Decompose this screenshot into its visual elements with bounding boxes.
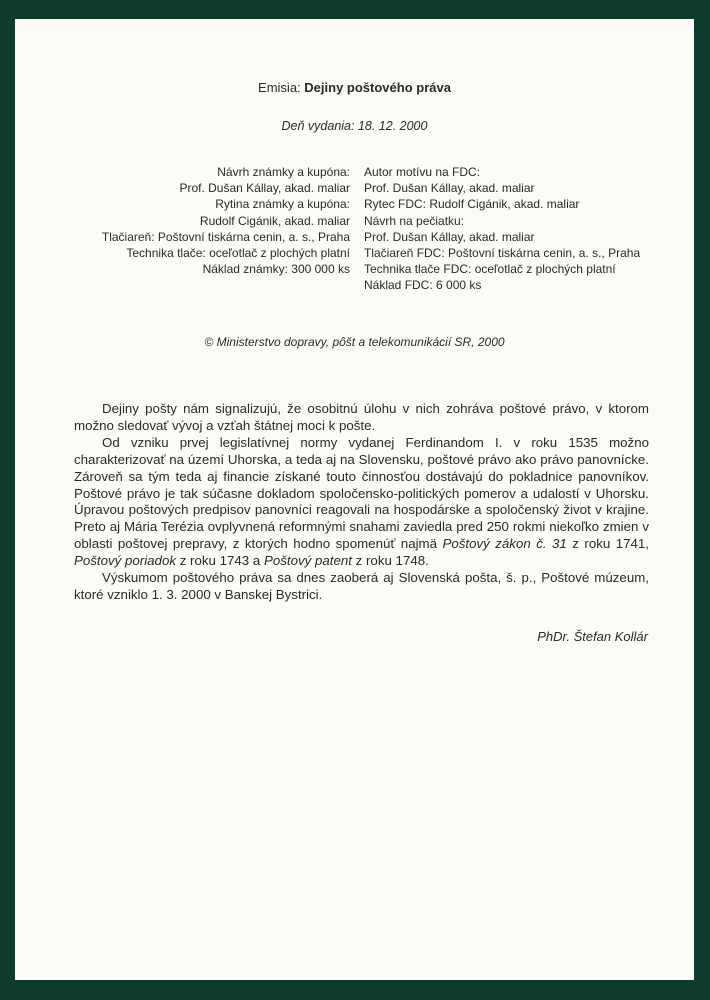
credit-line: Rudolf Cigánik, akad. maliar bbox=[199, 213, 350, 228]
emission-heading bbox=[15, 80, 694, 95]
italic-title: Poštový poriadok bbox=[74, 553, 176, 569]
credit-line: Náklad FDC: 6 000 ks bbox=[364, 278, 482, 293]
stamp-credits bbox=[102, 164, 350, 277]
credit-line: Návrh na pečiatku: bbox=[364, 213, 465, 228]
italic-title: Poštový patent bbox=[263, 553, 352, 569]
article-body bbox=[74, 401, 649, 604]
credit-line: Tlačiareň FDC: Poštovní tiskárna cenin, a. s., Praha bbox=[364, 246, 641, 261]
document-sheet bbox=[15, 19, 694, 980]
release-date: Deň vydania: 18. 12. 2000 bbox=[281, 119, 428, 133]
emission-label: Emisia: bbox=[258, 80, 301, 95]
fdc-credits bbox=[364, 164, 640, 294]
paragraph: Dejiny pošty nám signalizujú, že osobitnú úlohu v nich zohráva poštové právo, v ktorom možno sledovať vývoj a vzťah štátnej moci k pošte. bbox=[74, 401, 649, 433]
credit-line: Autor motívu na FDC: bbox=[364, 165, 481, 179]
paragraph bbox=[74, 435, 649, 570]
credit-line: Prof. Dušan Kállay, akad. maliar bbox=[364, 181, 535, 196]
credit-line: Prof. Dušan Kállay, akad. maliar bbox=[179, 181, 350, 196]
author-signature: PhDr. Štefan Kollár bbox=[537, 629, 648, 644]
credit-line: Tlačiareň: Poštovní tiskárna cenin, a. s., Praha bbox=[101, 229, 350, 244]
text-run: z roku 1743 a bbox=[179, 553, 261, 569]
credit-line: Náklad známky: 300 000 ks bbox=[202, 262, 350, 277]
text-run: Od vzniku prvej legislatívnej normy vydanej Ferdinandom I. v roku 1535 možno charakterizovať na území Uhorska, a teda aj na Slovensku, poštové právo ako právo panovnícke. Zároveň sa tým teda aj financie získané touto činnosťou dostávajú do pokladnice panovníkov. Poštové právo je tak súčasne dokladom spoločensko-politických pomerov a udalostí v Uhorsku. Úpravou poštových predpisov panovníci reagovali na hospodárske a spoločenský život v krajine. Preto aj Mária Terézia ovplyvnená reformnými snahami zaviedla pred 250 rokmi niekoľko zmien v oblasti poštovej prepravy, z ktorých hodno spomenúť najmä bbox=[74, 434, 649, 552]
italic-title: Poštový zákon č. 31 bbox=[442, 536, 567, 552]
credit-line: Technika tlače: oceľotlač z plochých platní bbox=[126, 246, 350, 261]
credit-line: Rytina známky a kupóna: bbox=[215, 197, 350, 212]
text-run: z roku 1741, bbox=[572, 536, 649, 552]
credit-line: Rytec FDC: Rudolf Cigánik, akad. maliar bbox=[364, 197, 580, 212]
text-run: z roku 1748. bbox=[355, 553, 429, 569]
paragraph: Výskumom poštového práva sa dnes zaoberá aj Slovenská pošta, š. p., Poštové múzeum, ktoré vzniklo 1. 3. 2000 v Banskej Bystrici. bbox=[74, 570, 649, 602]
credit-line: Návrh známky a kupóna: bbox=[217, 165, 350, 179]
credit-line: Technika tlače FDC: oceľotlač z plochých platní bbox=[364, 262, 616, 277]
emission-title: Dejiny poštového práva bbox=[304, 80, 451, 95]
copyright-notice: © Ministerstvo dopravy, pôšt a telekomunikácií SR, 2000 bbox=[204, 335, 505, 349]
credit-line: Prof. Dušan Kállay, akad. maliar bbox=[364, 229, 535, 244]
